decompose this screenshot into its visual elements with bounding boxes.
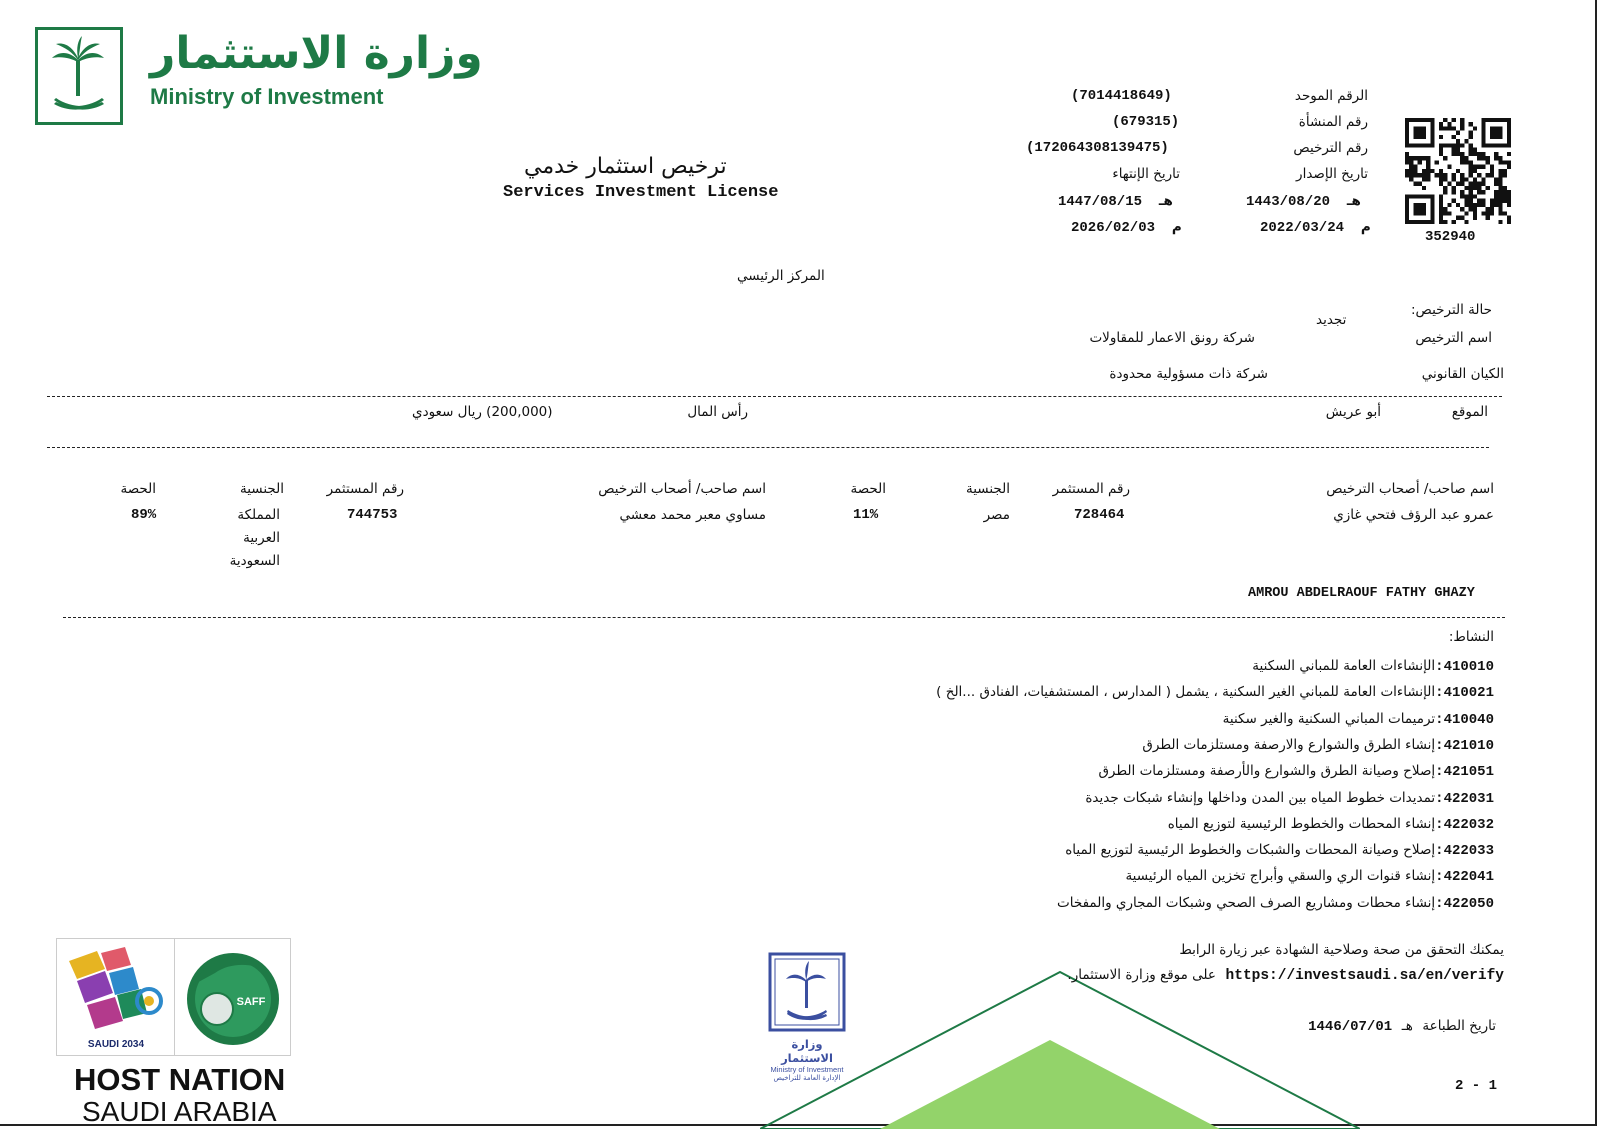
owner-name-header: اسم صاحب/ أصحاب الترخيص [598, 481, 766, 497]
establishment-number-label: رقم المنشأة [1298, 114, 1368, 130]
share-header: الحصة [850, 481, 886, 497]
activity-code: 421051 [1443, 764, 1494, 781]
expiry-date-gregorian-value: 2026/02/03 [1071, 220, 1156, 236]
divider [63, 617, 1505, 618]
activity-item: 410021:الإنشاءات العامة للمباني الغير السكنية ، يشمل ( المدارس ، المستشفيات، الفنادق ...الخ ) [936, 684, 1494, 702]
location-label: الموقع [1451, 404, 1488, 420]
stamp-palm-icon [768, 952, 846, 1032]
activity-description: تمديدات خطوط المياه بين المدن وداخلها وإنشاء شبكات جديدة [1085, 789, 1436, 806]
verify-suffix: على موقع وزارة الاستثمار. [1067, 967, 1216, 983]
activity-item: 422041:إنشاء قنوات الري والسقي وأبراج تخزين المياه الرئيسية [1125, 868, 1494, 886]
activity-description: إنشاء المحطات والخطوط الرئيسية لتوزيع المياه [1167, 815, 1436, 832]
verify-line [1067, 966, 1504, 984]
gregorian-suffix: م [1171, 219, 1182, 235]
investor-number: 744753 [347, 507, 398, 523]
qr-code-number: 352940 [1425, 229, 1476, 245]
nationality-header: الجنسية [239, 481, 284, 497]
activity-item: 410010:الإنشاءات العامة للمباني السكنية [1252, 658, 1494, 675]
stamp-department: الإدارة العامة للتراخيص [773, 1074, 841, 1082]
activity-item: 410040:ترميمات المباني السكنية والغير سكنية [1222, 710, 1494, 728]
activity-code: 422041 [1443, 869, 1494, 886]
investor-number-header: رقم المستثمر [326, 481, 404, 497]
expiry-date-label: تاريخ الإنتهاء [1112, 166, 1180, 182]
host-nation-title: HOST NATION [74, 1062, 286, 1097]
investor-number-header: رقم المستثمر [1052, 481, 1130, 497]
ministry-stamp [768, 952, 846, 1082]
divider [47, 447, 1489, 448]
host-nation-country: SAUDI ARABIA [82, 1096, 277, 1127]
activity-item: 422050:إنشاء محطات ومشاريع الصرف الصحي وشبكات المجاري والمفخات [1057, 894, 1494, 912]
license-status-value: تجديد [1316, 312, 1347, 328]
ministry-logo-emblem [35, 27, 123, 125]
issue-date-label: تاريخ الإصدار [1296, 166, 1368, 182]
expiry-date-hijri-value: 1447/08/15 [1058, 194, 1143, 210]
activity-description: إصلاح وصيانة الطرق والشوارع والأرصفة ومستلزمات الطرق [1098, 763, 1436, 780]
expiry-date-gregorian [1071, 219, 1182, 236]
branch-label: المركز الرئيسي [737, 268, 825, 284]
capital-amount: (200,000) ريال سعودي [412, 404, 553, 420]
hijri-suffix: هـ [1346, 193, 1361, 209]
share: 11% [853, 507, 879, 523]
license-number-value: (172064308139475) [1026, 140, 1169, 156]
issue-date-gregorian [1260, 219, 1371, 236]
capital-value [412, 404, 553, 420]
nationality: المملكة [237, 507, 280, 523]
activity-code: 410040 [1443, 711, 1494, 728]
owner-name: عمرو عبد الرؤف فتحي غازي [1333, 507, 1494, 523]
print-date-value: 1446/07/01 [1308, 1019, 1393, 1035]
hijri-suffix: هـ [1401, 1018, 1413, 1034]
license-status-label: حالة الترخيص: [1411, 302, 1492, 318]
activity-code: 422032 [1443, 816, 1494, 833]
verify-link[interactable]: https://investsaudi.sa/en/verify [1225, 968, 1504, 984]
license-title-arabic: ترخيص استثمار خدمي [524, 154, 727, 179]
license-number-label: رقم الترخيص [1293, 140, 1368, 156]
activity-description: إنشاء قنوات الري والسقي وأبراج تخزين المياه الرئيسية [1125, 868, 1436, 885]
activity-code: 422031 [1443, 790, 1494, 807]
activity-code: 422033 [1443, 843, 1494, 860]
license-name-value: شركة رونق الاعمار للمقاولات [1089, 330, 1255, 346]
owner-name-english: AMROU ABDELRAOUF FATHY GHAZY [1248, 586, 1475, 601]
page-number: 2 - 1 [1455, 1078, 1498, 1094]
saff-logo [179, 945, 287, 1051]
issue-date-hijri [1246, 193, 1361, 210]
activity-description: إنشاء الطرق والشوارع والارصفة ومستلزمات الطرق [1142, 736, 1436, 753]
ministry-name-arabic: وزارة الاستثمار [150, 28, 483, 79]
share: 89% [131, 507, 157, 523]
print-date-label: تاريخ الطباعة [1422, 1018, 1496, 1034]
issue-date-gregorian-value: 2022/03/24 [1260, 220, 1345, 236]
stamp-ministry-ar: وزارة الاستثمار [781, 1037, 833, 1065]
activity-item: 421010:إنشاء الطرق والشوارع والارصفة ومستلزمات الطرق [1142, 736, 1494, 754]
nationality-header: الجنسية [965, 481, 1010, 497]
activity-code: 422050 [1443, 895, 1494, 912]
activity-item: 422031:تمديدات خطوط المياه بين المدن وداخلها وإنشاء شبكات جديدة [1085, 789, 1494, 807]
palm-swords-icon [38, 30, 120, 122]
location-value: أبو عريش [1325, 404, 1381, 420]
establishment-number-value: (679315) [1112, 114, 1180, 130]
nationality: السعودية [229, 553, 280, 569]
issue-date-hijri-value: 1443/08/20 [1246, 194, 1331, 210]
activity-description: الإنشاءات العامة للمباني السكنية [1252, 658, 1436, 674]
expiry-date-hijri [1058, 193, 1173, 210]
host-nation-badges [56, 938, 291, 1056]
investor-number: 728464 [1074, 507, 1125, 523]
print-date [1308, 1017, 1496, 1035]
activity-description: الإنشاءات العامة للمباني الغير السكنية ، يشمل ( المدارس ، المستشفيات، الفنادق ...الخ ) [936, 684, 1436, 701]
nationality: مصر [983, 507, 1010, 523]
saudi-2034-text: SAUDI 2034 [87, 1039, 145, 1050]
activity-label: النشاط: [1448, 629, 1494, 645]
activity-description: إصلاح وصيانة المحطات والشبكات والخطوط الرئيسية لتوزيع المياه [1065, 842, 1436, 859]
hijri-suffix: هـ [1158, 193, 1173, 209]
activity-item: 421051:إصلاح وصيانة الطرق والشوارع والأرصفة ومستلزمات الطرق [1098, 763, 1494, 781]
activity-item: 422032:إنشاء المحطات والخطوط الرئيسية لتوزيع المياه [1167, 815, 1494, 833]
ministry-name-english: Ministry of Investment [150, 84, 384, 109]
share-header: الحصة [120, 481, 156, 497]
unified-number-label: الرقم الموحد [1294, 88, 1368, 104]
nationality: العربية [243, 530, 280, 546]
owner-name-header: اسم صاحب/ أصحاب الترخيص [1326, 481, 1494, 497]
capital-label: رأس المال [687, 404, 748, 420]
unified-number-value: (7014418649) [1071, 88, 1172, 104]
verify-text: يمكنك التحقق من صحة وصلاحية الشهادة عبر زيارة الرابط [1179, 942, 1504, 958]
owner-name: مساوي معبر محمد معشي [619, 507, 766, 523]
legal-entity-value: شركة ذات مسؤولية محدودة [1109, 366, 1268, 382]
activity-description: إنشاء محطات ومشاريع الصرف الصحي وشبكات المجاري والمفخات [1057, 894, 1436, 911]
activity-code: 410021 [1443, 685, 1494, 702]
qr-code[interactable] [1405, 118, 1511, 224]
activity-code: 410010 [1443, 659, 1494, 675]
stamp-ministry-en: Ministry of Investment [770, 1065, 844, 1074]
saff-text: SAFF [236, 996, 266, 1008]
license-name-label: اسم الترخيص [1415, 330, 1492, 346]
divider [47, 396, 1502, 397]
activity-code: 421010 [1443, 737, 1494, 754]
license-title-english: Services Investment License [503, 183, 779, 202]
activity-item: 422033:إصلاح وصيانة المحطات والشبكات والخطوط الرئيسية لتوزيع المياه [1065, 842, 1494, 860]
gregorian-suffix: م [1360, 219, 1371, 235]
activity-description: ترميمات المباني السكنية والغير سكنية [1222, 710, 1436, 727]
legal-entity-label: الكيان القانوني [1421, 366, 1504, 382]
saudi-2034-logo [61, 943, 171, 1051]
